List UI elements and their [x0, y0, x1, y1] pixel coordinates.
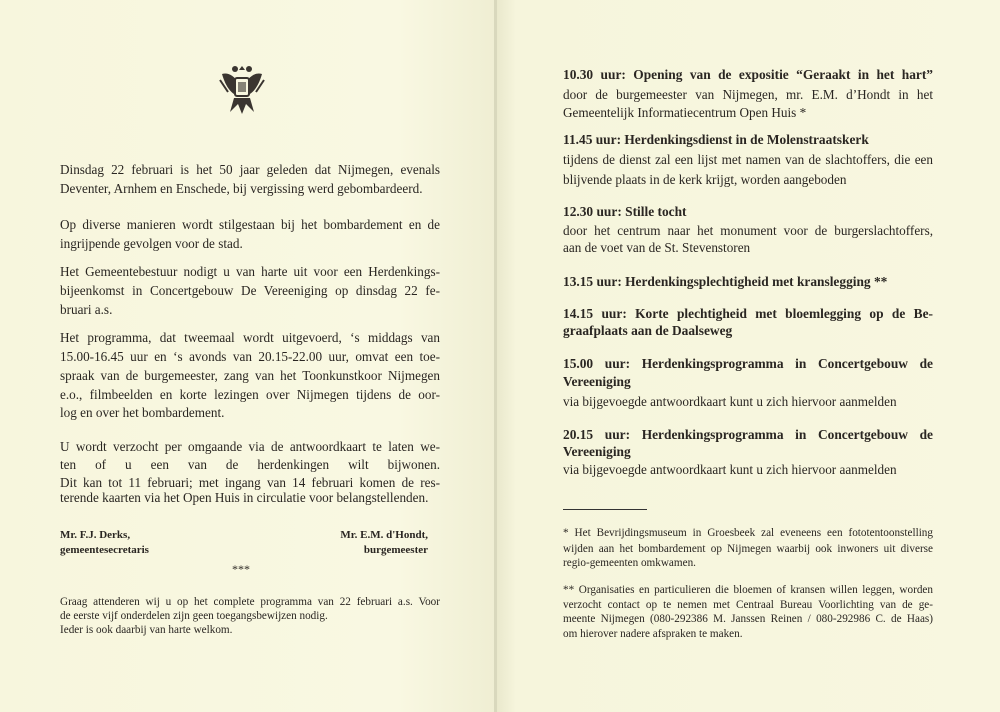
right-page	[496, 0, 1000, 712]
paragraph-line: terende kaarten via het Open Huis in circulatie voor belangstellenden.	[60, 490, 429, 505]
paragraph-line: bijeenkomst in Concertgebouw De Vereeniging op dinsdag 22 fe-	[60, 283, 440, 298]
footnote-line: verzocht contact op te nemen met Centraal Bureau Voorlichting van de ge-	[563, 599, 933, 611]
paragraph-line: Op diverse manieren wordt stilgestaan bij het bombardement en de	[60, 217, 440, 232]
left-page	[0, 0, 496, 712]
paragraph-line: ingrijpende gevolgen voor de stad.	[60, 236, 243, 251]
signature-secretary	[60, 528, 149, 558]
signatory-name: Mr. F.J. Derks,	[60, 529, 131, 541]
paragraph-line: U wordt verzocht per omgaande via de antwoordkaart te laten we-	[60, 439, 440, 454]
footnote-rule	[563, 509, 647, 510]
program-heading-line: 11.45 uur: Herdenkingsdienst in de Molenstraatskerk	[563, 132, 869, 147]
footnote-line: meente Nijmegen (080-292386 M. Janssen Reinen / 080-292986 C. de Haas)	[563, 613, 933, 625]
program-heading-line: Vereeniging	[563, 374, 631, 389]
coat-of-arms-eagle-icon	[218, 62, 266, 116]
program-heading-line: 10.30 uur: Opening van de expositie “Geraakt in het hart”	[563, 67, 933, 82]
footnote-line: wijden aan het bombardement op Nijmegen waarbij ook inwoners uit diverse	[563, 543, 933, 555]
program-heading-line: 15.00 uur: Herdenkingsprogramma in Concertgebouw de	[563, 356, 933, 371]
program-description-line: via bijgevoegde antwoordkaart kunt u zich hiervoor aanmelden	[563, 394, 897, 409]
paragraph-line: Het programma, dat tweemaal wordt uitgevoerd, ‘s middags van	[60, 330, 440, 345]
closing-note-line: Ieder is ook daarbij van harte welkom.	[60, 624, 233, 636]
footnote-line: ** Organisaties en particulieren die bloemen of kransen willen leggen, worden	[563, 584, 933, 596]
program-description-line: Gemeentelijk Informatiecentrum Open Huis *	[563, 105, 807, 120]
paragraph-line: bruari a.s.	[60, 302, 113, 317]
program-heading-line: 14.15 uur: Korte plechtigheid met bloemlegging op de Be-	[563, 306, 933, 321]
signature-mayor	[340, 528, 428, 558]
program-heading-line: Vereeniging	[563, 444, 631, 459]
paragraph-line: e.o., filmbeelden en korte lezingen over Nijmegen tijdens de oor-	[60, 387, 440, 402]
paragraph-line: ten of u een van de herdenkingen wilt bijwonen.	[60, 457, 440, 472]
closing-note-line: Graag attenderen wij u op het complete programma van 22 februari a.s. Voor	[60, 596, 440, 608]
program-heading-line: graafplaats aan de Daalseweg	[563, 323, 733, 338]
program-description-line: via bijgevoegde antwoordkaart kunt u zich hiervoor aanmelden	[563, 462, 897, 477]
footnote-line: * Het Bevrijdingsmuseum in Groesbeek zal eveneens een fototentoonstelling	[563, 527, 933, 539]
program-description-line: blijvende plaats in de kerk krijgt, worden aangeboden	[563, 172, 847, 187]
signatory-title: gemeentesecretaris	[60, 544, 149, 556]
program-heading-line: 13.15 uur: Herdenkingsplechtigheid met kranslegging **	[563, 274, 888, 289]
program-heading-line: 12.30 uur: Stille tocht	[563, 204, 687, 219]
paragraph-line: spraak van de burgemeester, zang van het Toonkunstkoor Nijmegen	[60, 368, 440, 383]
program-heading-line: 20.15 uur: Herdenkingsprogramma in Concertgebouw de	[563, 427, 933, 442]
program-description-line: door het centrum naar het monument voor de burgerslachtoffers,	[563, 223, 933, 238]
paragraph-line: Het Gemeentebestuur nodigt u van harte uit voor een Herdenkings-	[60, 264, 440, 279]
closing-note-line: de eerste vijf onderdelen zijn geen toegangsbewijzen nodig.	[60, 610, 328, 622]
program-description-line: door de burgemeester van Nijmegen, mr. E.M. d’Hondt in het	[563, 87, 933, 102]
signatory-name: Mr. E.M. d'Hondt,	[340, 529, 428, 541]
signatory-title: burgemeester	[363, 544, 428, 556]
paragraph-line: Dinsdag 22 februari is het 50 jaar geleden dat Nijmegen, evenals	[60, 162, 440, 177]
paragraph-line: 15.00-16.45 uur en ‘s avonds van 20.15-22.00 uur, omvat een toe-	[60, 349, 440, 364]
footnote-line: regio-gemeenten omkwamen.	[563, 557, 696, 569]
page-fold	[494, 0, 497, 712]
paragraph-line: Deventer, Arnhem en Enschede, bij vergissing werd gebombardeerd.	[60, 181, 423, 196]
separator-stars: ***	[232, 562, 250, 576]
paragraph-line: Dit kan tot 11 februari; met ingang van 14 februari komen de res-	[60, 475, 440, 490]
program-description-line: aan de voet van de St. Stevenstoren	[563, 240, 751, 255]
paragraph-line: log en over het bombardement.	[60, 405, 225, 420]
program-description-line: tijdens de dienst zal een lijst met namen van de slachtoffers, die een	[563, 152, 933, 167]
footnote-line: om hierover nadere afspraken te maken.	[563, 628, 743, 640]
